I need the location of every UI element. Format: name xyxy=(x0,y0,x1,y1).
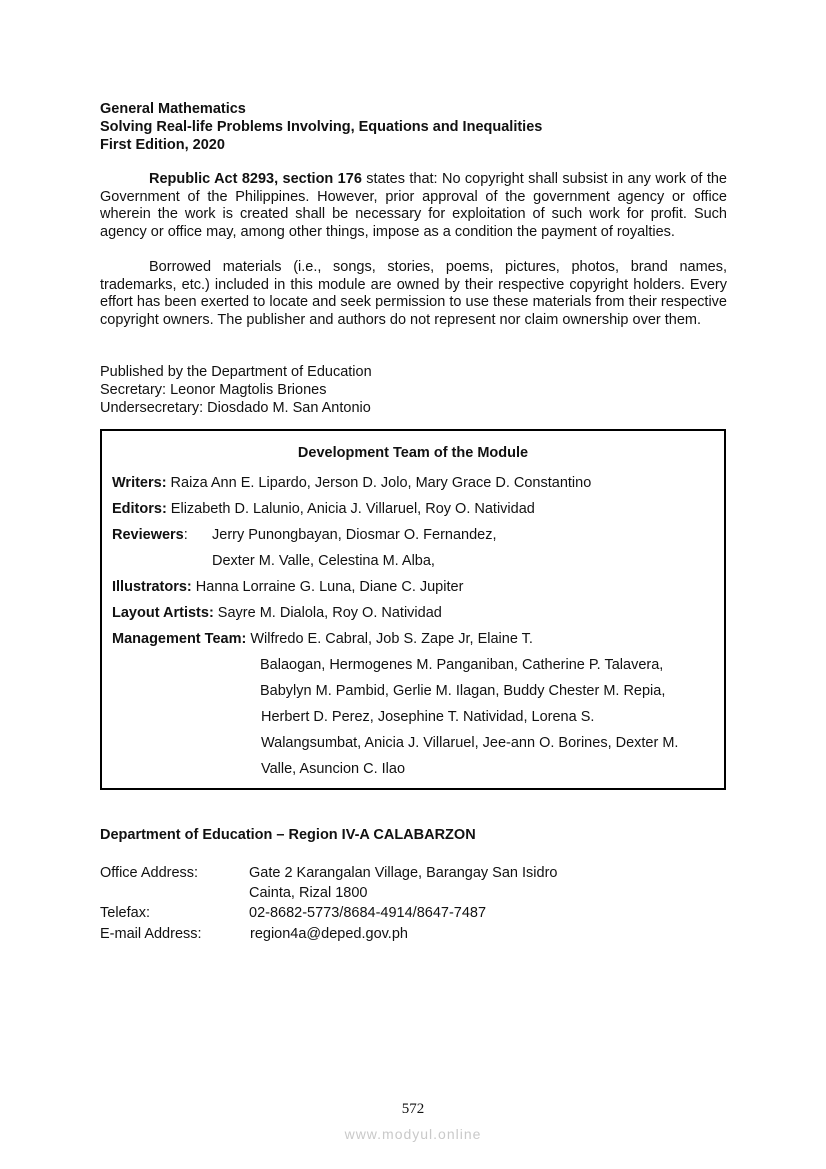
illustrators-label: Illustrators: xyxy=(112,579,192,595)
secretary: Secretary: Leonor Magtolis Briones xyxy=(100,382,327,398)
layout-artists-names: Sayre M. Dialola, Roy O. Natividad xyxy=(213,605,442,621)
office-address-line1: Gate 2 Karangalan Village, Barangay San Isidro xyxy=(249,865,558,881)
edition: First Edition, 2020 xyxy=(100,137,225,153)
team-title: Development Team of the Module xyxy=(297,445,529,461)
management-names-line4: Herbert D. Perez, Josephine T. Natividad, Lorena S. xyxy=(261,709,595,725)
management-names-line3: Babylyn M. Pambid, Gerlie M. Ilagan, Buddy Chester M. Repia, xyxy=(260,683,666,699)
email-address: region4a@deped.gov.ph xyxy=(250,926,408,942)
editors-names: Elizabeth D. Lalunio, Anicia J. Villaruel, Roy O. Natividad xyxy=(166,501,535,517)
republic-act-reference: Republic Act 8293, section 176 xyxy=(149,171,362,187)
telefax-number: 02-8682-5773/8684-4914/8647-7487 xyxy=(249,905,487,921)
book-title: General Mathematics xyxy=(100,101,246,117)
borrowed-materials-text: Borrowed materials (i.e., songs, stories, poems, pictures, photos, brand names, trademarks, etc.) included in this module are owned by their respective copyright holders. Every effort has been exerted to locate and seek permission to use these materials from their respective copyright owners. The publisher and authors do not represent nor claim ownership over them. xyxy=(100,259,727,328)
management-team-label: Management Team: xyxy=(112,631,247,647)
reviewers-names-line1: Jerry Punongbayan, Diosmar O. Fernandez, xyxy=(212,527,497,543)
illustrators-row xyxy=(112,578,463,596)
reviewers-colon: : xyxy=(183,527,188,543)
undersecretary: Undersecretary: Diosdado M. San Antonio xyxy=(100,400,371,416)
office-address-label: Office Address: xyxy=(100,865,199,881)
editors-label: Editors: xyxy=(112,501,167,517)
management-names-line5: Walangsumbat, Anicia J. Villaruel, Jee-ann O. Borines, Dexter M. xyxy=(261,735,679,751)
region-title: Department of Education – Region IV-A CALABARZON xyxy=(100,827,476,843)
management-names-line1: Wilfredo E. Cabral, Job S. Zape Jr, Elaine T. xyxy=(246,631,533,647)
reviewers-names-line2: Dexter M. Valle, Celestina M. Alba, xyxy=(212,553,435,569)
management-names-line6: Valle, Asuncion C. Ilao xyxy=(261,761,406,777)
layout-artists-row xyxy=(112,604,442,622)
publisher-info xyxy=(100,363,372,417)
management-names-line2: Balaogan, Hermogenes M. Panganiban, Catherine P. Talavera, xyxy=(260,657,664,673)
published-by: Published by the Department of Education xyxy=(100,364,372,380)
writers-names: Raiza Ann E. Lipardo, Jerson D. Jolo, Mary Grace D. Constantino xyxy=(166,475,592,491)
copyright-text: states that: No copyright shall subsist in any work of the Government of the Philippines. However, prior approval of the government agency or office wherein the work is created shall be necessary for exploitation of such work for profit. Such agency or office may, among other things, impose as a condition the payment of royalties. xyxy=(100,171,727,240)
writers-label: Writers: xyxy=(112,475,167,491)
copyright-paragraph xyxy=(100,171,727,241)
reviewers-row xyxy=(112,526,188,544)
borrowed-materials-paragraph xyxy=(100,259,727,329)
reviewers-label: Reviewers xyxy=(112,527,184,543)
development-team-box xyxy=(100,429,726,790)
telefax-label: Telefax: xyxy=(100,905,150,921)
page-number: 572 xyxy=(401,1101,425,1117)
email-label: E-mail Address: xyxy=(100,926,202,942)
layout-artists-label: Layout Artists: xyxy=(112,605,214,621)
document-header xyxy=(100,100,542,154)
management-team-row xyxy=(112,630,533,648)
watermark: www.modyul.online xyxy=(344,1126,482,1142)
module-subtitle: Solving Real-life Problems Involving, Equations and Inequalities xyxy=(100,119,543,135)
illustrators-names: Hanna Lorraine G. Luna, Diane C. Jupiter xyxy=(191,579,464,595)
writers-row xyxy=(112,474,591,492)
editors-row xyxy=(112,500,535,518)
office-address-line2: Cainta, Rizal 1800 xyxy=(249,885,368,901)
